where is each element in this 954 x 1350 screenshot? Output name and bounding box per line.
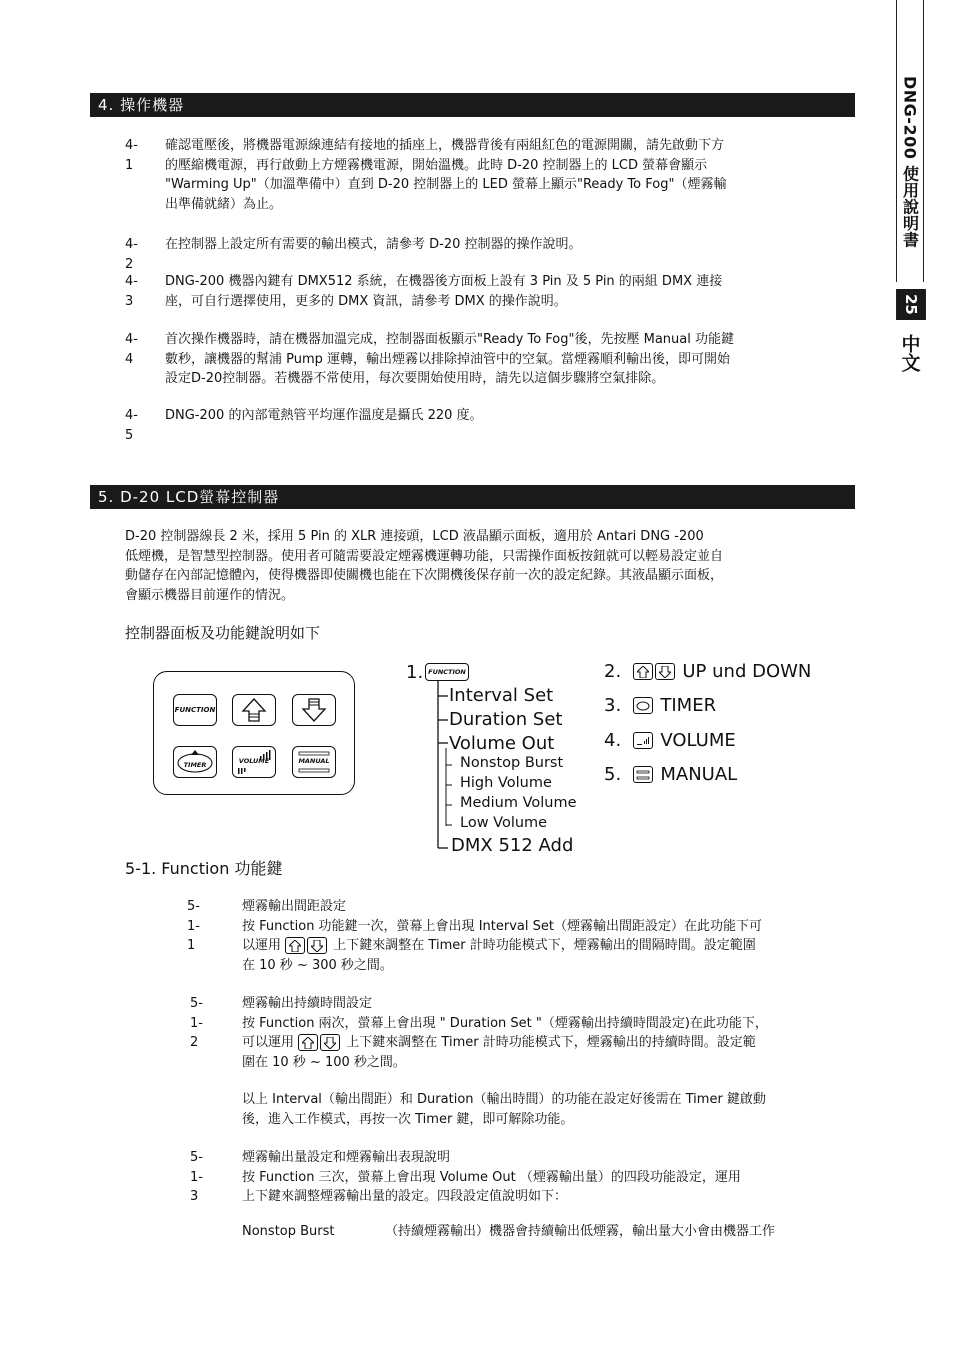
legend-up-down: 2. UP und DOWN xyxy=(604,661,812,682)
timer-key[interactable]: TIMER xyxy=(173,746,217,778)
sidebar-document-title: DNG-200 使用說明書 xyxy=(896,0,924,282)
page-number: 25 xyxy=(896,289,926,320)
up-key[interactable] xyxy=(232,694,276,726)
manual-bars-icon xyxy=(633,766,653,783)
down-arrow-icon xyxy=(655,663,675,680)
section-4-heading: 4. 操作機器 xyxy=(90,93,855,117)
up-arrow-icon xyxy=(633,663,653,680)
manual-key[interactable]: MANUAL xyxy=(292,746,336,778)
controller-panel xyxy=(153,671,355,795)
down-arrow-icon xyxy=(307,937,327,954)
interval-duration-note: 以上 Interval（輸出間距）和 Duration（輸出時間）的功能在設定好後需在 Timer 鍵啟動 後，進入工作模式，再按一次 Timer 鍵，即可解除功能。 xyxy=(242,1092,766,1127)
function-key[interactable]: FUNCTION xyxy=(173,694,217,726)
down-arrow-icon xyxy=(301,697,327,723)
subsection-5-1-heading: 5-1. Function 功能鍵 xyxy=(125,859,283,878)
function-key-mini: FUNCTION xyxy=(425,663,469,681)
legend-manual: 5. MANUAL xyxy=(604,764,738,785)
timer-icon xyxy=(633,697,653,714)
up-arrow-icon xyxy=(241,697,267,723)
up-arrow-icon xyxy=(298,1034,318,1051)
legend-timer: 3. TIMER xyxy=(604,695,717,716)
legend-volume: 4. VOLUME xyxy=(604,730,736,751)
section-5-heading: 5. D-20 LCD螢幕控制器 xyxy=(90,485,855,509)
language-label: 中文 xyxy=(898,334,921,372)
volume-bars-icon xyxy=(633,732,653,749)
section-5-intro: D-20 控制器線長 2 米，採用 5 Pin 的 XLR 連接頭，LCD 液晶顯示面板，適用於 Antari DNG -200 低煙機，是智慧型控制器。使用者可隨需要設定煙霧機運轉功能，只需操作面板按鈕就可以輕易設定並自 動儲存在內部記憶體內，使得機器即使關機也能在下次開機後保存前一次的設定紀錄。其液晶顯示面板， 會顯示機器目前運作的情況。 xyxy=(125,529,724,603)
down-arrow-icon xyxy=(320,1034,340,1051)
up-arrow-icon xyxy=(285,937,305,954)
down-key[interactable] xyxy=(292,694,336,726)
volume-key[interactable]: VOLUME xyxy=(232,746,276,778)
panel-caption: 控制器面板及功能鍵說明如下 xyxy=(125,624,321,642)
